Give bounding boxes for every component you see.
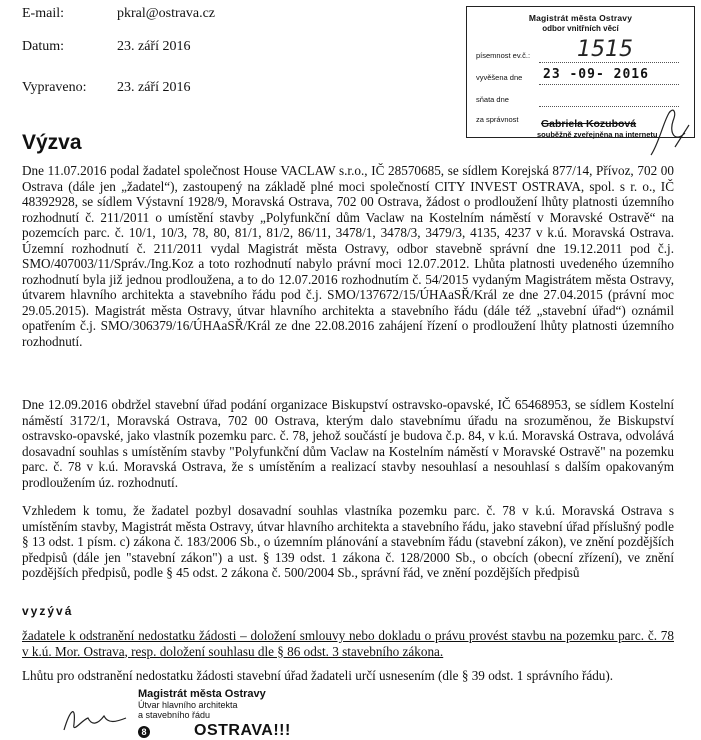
vyzyva-heading: vyzývá <box>22 604 74 618</box>
paragraph-objection <box>22 397 674 490</box>
stamp-row-value: 1515 <box>577 37 633 62</box>
footer-city-logo: OSTRAVA!!! <box>194 722 291 739</box>
date-label: Datum: <box>22 39 64 54</box>
email-value: pkral@ostrava.cz <box>117 6 216 21</box>
document-title: Výzva <box>22 131 82 154</box>
paragraph-text: Dne 12.09.2016 obdržel stavební úřad podání organizace Biskupství ostravsko-opavské, IČ 65468953, se sídlem Kostelní náměstí 3172/1, Moravská Ostrava, 702 00 Ostrava, kterým dalo stavebnímu úřadu na srozuměnou, že Biskupství ostravsko-opavské, jako vlastník pozemku parc. č. 78, jehož součástí je budova č.p. 84, v k.ú. Moravská Ostrava, odvolává dosavadní souhlas s umístěním stavby "Polyfunkční dům Vaclaw na Kostelním náměstí v Moravské Ostravě" na pozemku parc. č. 78 v k.ú. Moravská Ostrava, že s umístěním a realizací stavby nesouhlasí a nesouhlasí s dalším opakovaným prodloužením úz. rozhodnutí. <box>22 397 674 490</box>
signature-icon <box>645 103 693 163</box>
paragraph-legal-basis <box>22 503 674 581</box>
stamp-note: souběžně zveřejněna na internetu <box>537 130 658 139</box>
stamp-row-value: 23 -09- 2016 <box>543 67 649 82</box>
paragraph-application <box>22 163 674 349</box>
stamp-official-name: Gabriela Kozubová <box>541 118 637 130</box>
date-value: 23. září 2016 <box>117 39 191 54</box>
sent-label: Vypraveno: <box>22 80 87 95</box>
email-label: E-mail: <box>22 6 64 21</box>
registry-stamp <box>466 6 695 138</box>
stamp-row-label: písemnost ev.č.: <box>476 51 531 60</box>
footer-stamp-line: a stavebního řádu <box>138 710 211 720</box>
stamp-row-label: za správnost <box>476 115 519 124</box>
signature-icon <box>60 700 130 739</box>
stamp-subtitle: odbor vnitřních věcí <box>542 24 619 33</box>
stamp-row-label: sňata dne <box>476 95 509 104</box>
stamp-row-label: vyvěšena dne <box>476 73 523 82</box>
footer-stamp <box>138 688 266 720</box>
paragraph-text: Vzhledem k tomu, že žadatel pozbyl dosavadní souhlas vlastníka pozemku parc. č. 78 v k.ú. Moravská Ostrava s umístěním stavby, Magistrát města Ostravy, útvar hlavního architekta a stavebního řádu, jako stavební úřad příslušný podle § 13 odst. 1 písm. c) zákona č. 183/2006 Sb., o územním plánování a stavebním řádu (stavební zákon), ve znění pozdějších předpisů (dále jen "stavební zákon") a ust. § 139 odst. 1 zákona č. 128/2000 Sb., o obcích (obecní zřízení), ve znění pozdějších předpisů, podle § 45 odst. 2 zákona č. 500/2004 Sb., správní řád, ve znění pozdějších předpisů <box>22 503 674 580</box>
stamp-row-line <box>539 62 679 63</box>
deadline-text <box>22 668 674 684</box>
sent-value: 23. září 2016 <box>117 80 191 95</box>
stamp-title: Magistrát města Ostravy <box>528 13 633 23</box>
stamp-row-line <box>539 84 679 85</box>
request-text <box>22 628 674 659</box>
footer-logo-icon: 8 <box>138 726 150 738</box>
footer-stamp-line: Útvar hlavního architekta <box>138 700 238 710</box>
paragraph-text: Dne 11.07.2016 podal žadatel společnost House VACLAW s.r.o., IČ 28570685, se sídlem Korejská 877/14, Přívoz, 702 00 Ostrava (dále jen „žadatel“), zastoupený na základě plné moci společností CITY INVEST OSTRAVA, spol. s r. o., IČ 48392928, se sídlem Výstavní 1928/9, Moravská Ostrava, 702 00 Ostrava, žádost o prodloužení lhůty platnosti územního rozhodnutí č. 211/2011 o umístění stavby „Polyfunkční dům Vaclaw na Kostelním náměstí v Moravské Ostravě“ na pozemcích parc. č. 10/1, 10/3, 78, 80, 81/1, 81/2, 86/11, 3478/1, 3478/3, 3479/3, 4135, 4237 v k.ú. Moravská Ostrava. Územní rozhodnutí č. 211/2011 vydal Magistrát města Ostravy, odbor stavebně správní dne 19.12.2011 pod č.j. SMO/407003/11/Správ./Ing.Koz a toto rozhodnutí nabylo právní moci 12.07.2012. Lhůta platnosti uvedeného územního rozhodnutí byla již jednou prodloužena, a to do 12.07.2016 rozhodnutím č. 54/2015 vydaným Magistrátem města Ostravy, útvarem hlavního architekta a stavebního řádu pod č.j. SMO/137672/15/ÚHAaSŘ/Král ze dne 27.04.2015 (právní moc 29.05.2015). Magistrát města Ostravy, útvar hlavního architekta a stavebního řádu (dále též „stavební úřad“) oznámil opatřením č.j. SMO/306379/16/ÚHAaSŘ/Král ze dne 22.08.2016 zahájení řízení o prodloužení lhůty platnosti územního rozhodnutí. <box>22 163 674 349</box>
deadline-paragraph: Lhůtu pro odstranění nedostatku žádosti stavební úřad žadateli určí usnesením (dle § 39 odst. 1 správního řádu). <box>22 668 614 683</box>
request-paragraph: žadatele k odstranění nedostatku žádosti – doložení smlouvy nebo dokladu o právu provést stavbu na pozemku parc. č. 78 v k.ú. Mor. Ostrava, resp. doložení souhlasu dle § 86 odst. 3 stavebního zákona. <box>22 628 674 659</box>
footer-stamp-title: Magistrát města Ostravy <box>138 688 266 700</box>
